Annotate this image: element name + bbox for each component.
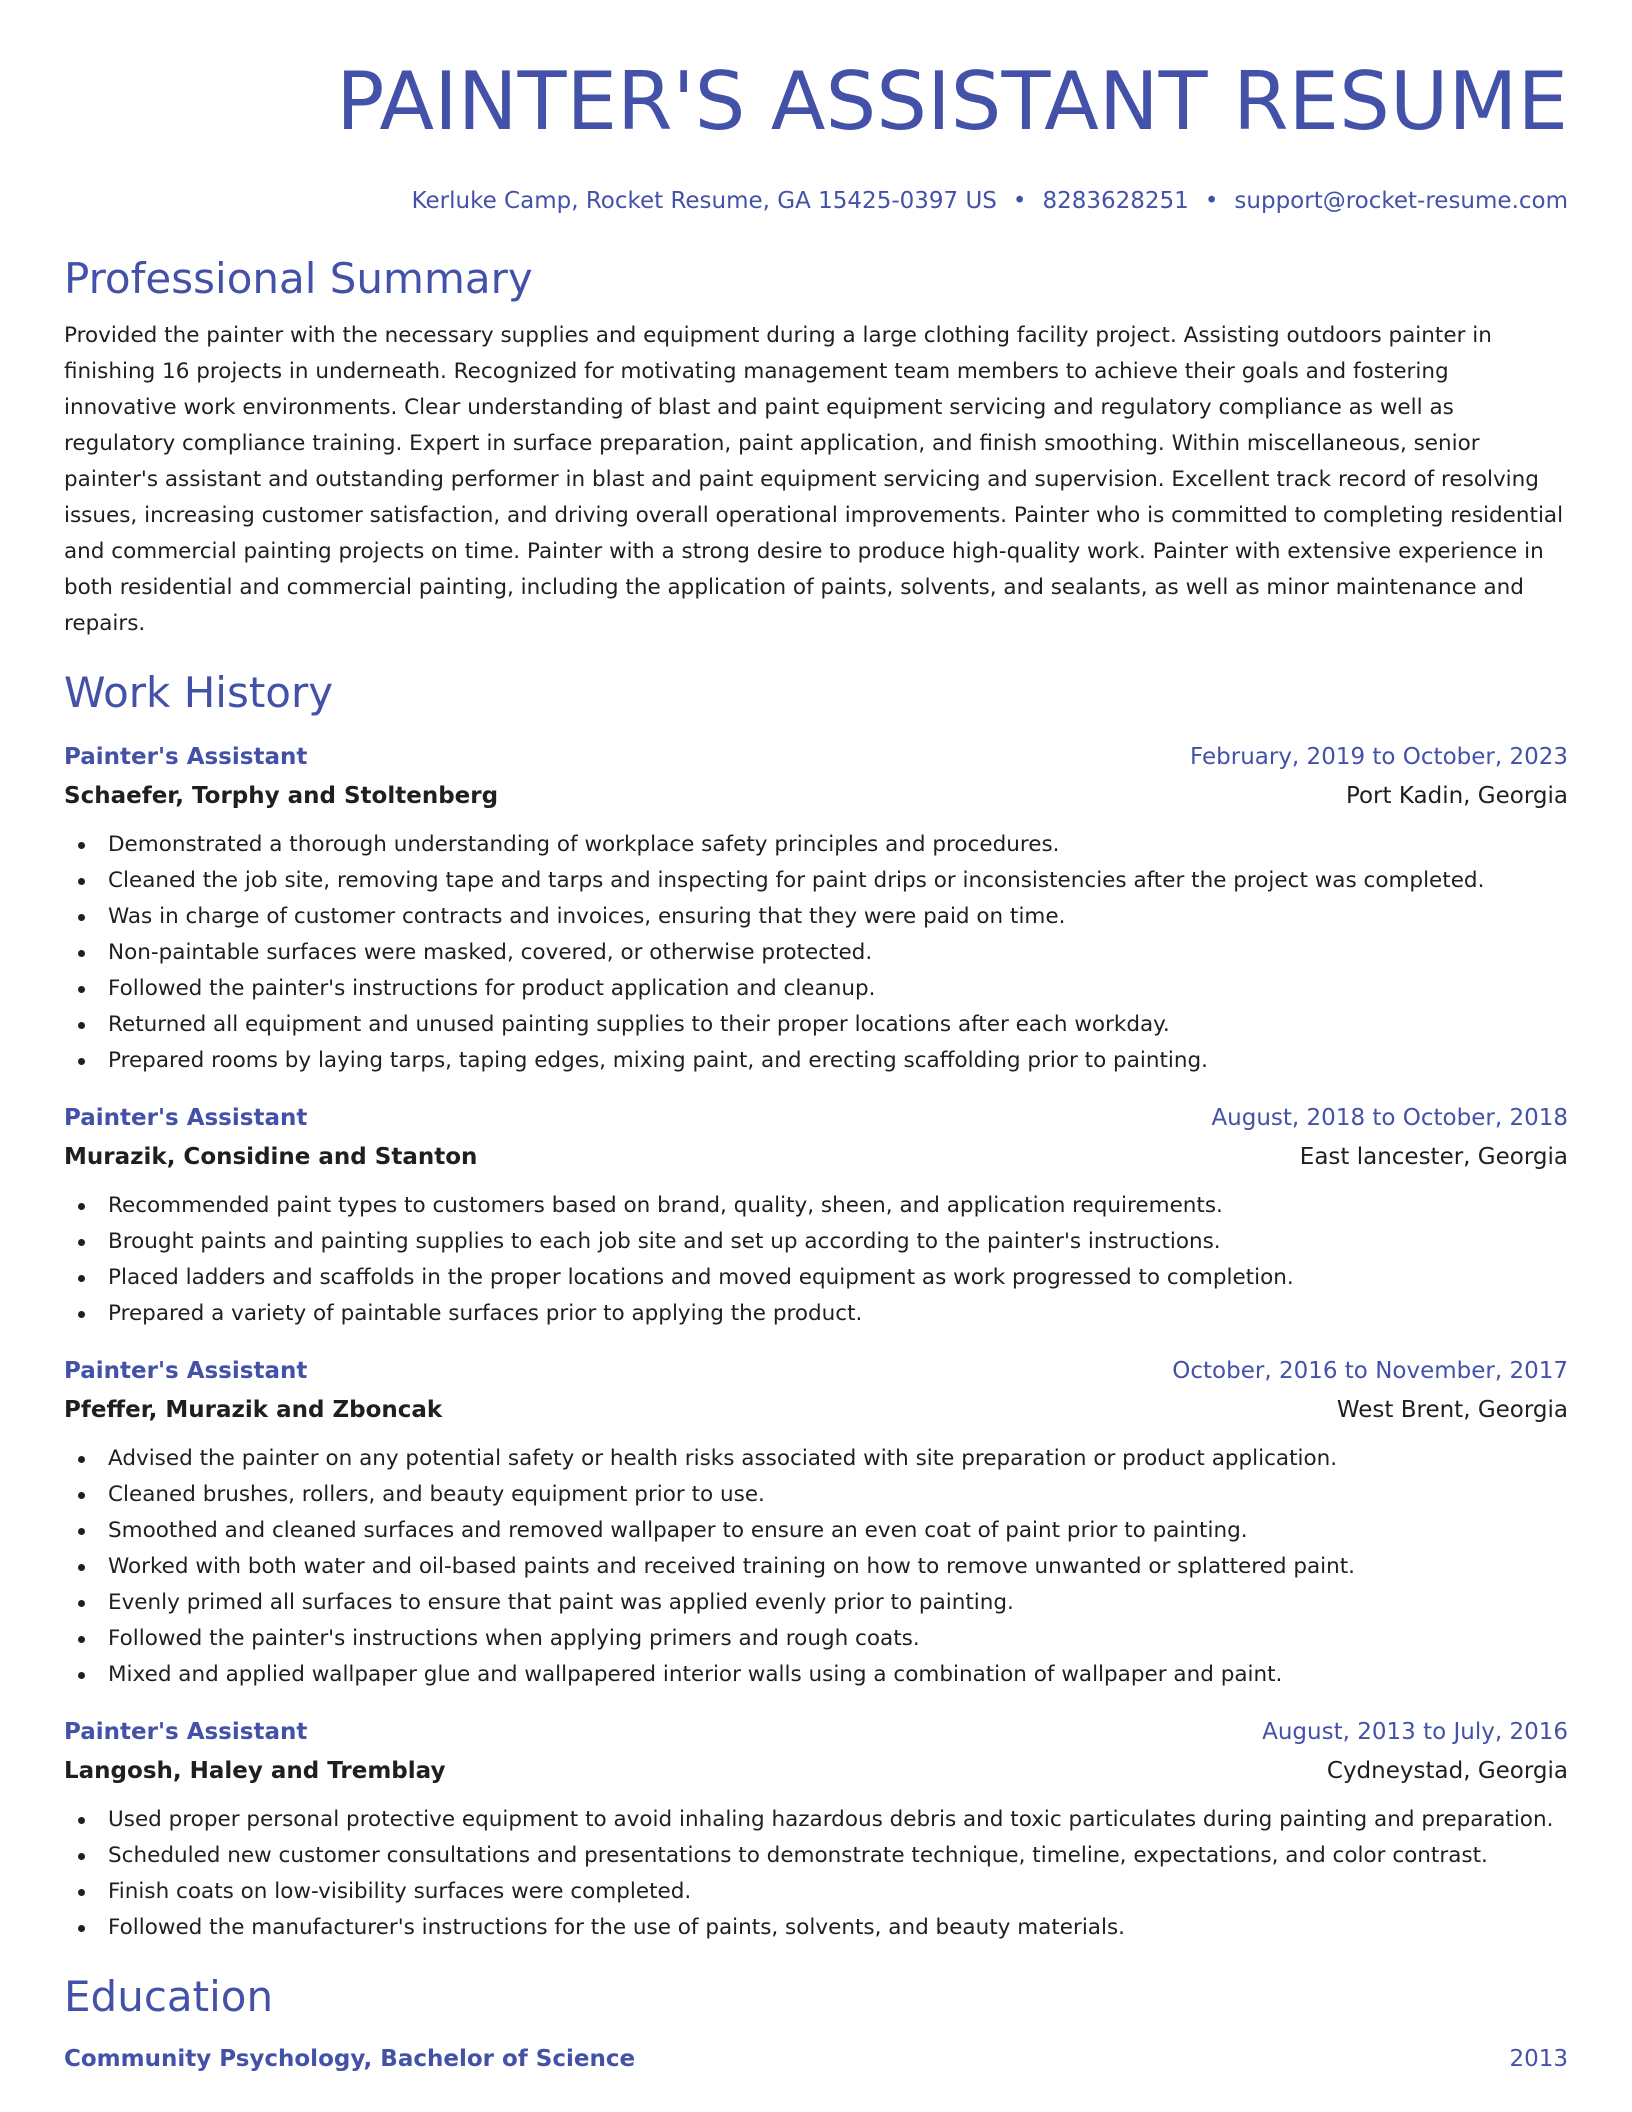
job-bullet: Worked with both water and oil-based paints and received training on how to remove unwanted or splattered paint. [108, 1549, 1568, 1585]
job-bullet: Demonstrated a thorough understanding of workplace safety principles and procedures. [108, 827, 1568, 863]
job-title: Painter's Assistant [64, 1358, 308, 1384]
job-title: Painter's Assistant [64, 1105, 308, 1131]
job-bullets [64, 827, 1568, 1079]
job-bullet: Followed the painter's instructions for product application and cleanup. [108, 971, 1568, 1007]
job-entry [64, 1717, 1568, 1946]
job-bullet: Placed ladders and scaffolds in the proper locations and moved equipment as work progressed to completion. [108, 1260, 1568, 1296]
job-bullet: Prepared a variety of paintable surfaces prior to applying the product. [108, 1296, 1568, 1332]
contact-line [64, 186, 1568, 216]
job-bullet: Advised the painter on any potential safety or health risks associated with site preparation or product application. [108, 1441, 1568, 1477]
section-title-education: Education [64, 1972, 274, 2021]
job-title: Painter's Assistant [64, 744, 308, 770]
summary-text: Provided the painter with the necessary supplies and equipment during a large clothing facility project. Assisting outdoors painter in finishing 16 projects in underneath. Recognized for motivating management team members to achieve their goals and fostering innovative work environments. Clear understanding of blast and paint equipment servicing and regulatory compliance as well as regulatory compliance training. Expert in surface preparation, paint application, and finish smoothing. Within miscellaneous, senior painter's assistant and outstanding performer in blast and paint equipment servicing and supervision. Excellent track record of resolving issues, increasing customer satisfaction, and driving overall operational improvements. Painter who is committed to completing residential and commercial painting projects on time. Painter with a strong desire to produce high-quality work. Painter with extensive experience in both residential and commercial painting, including the application of paints, solvents, and sealants, as well as minor maintenance and repairs. [64, 323, 1564, 636]
job-entry [64, 1103, 1568, 1332]
job-bullet: Finish coats on low-visibility surfaces were completed. [108, 1874, 1568, 1910]
job-bullets [64, 1188, 1568, 1332]
bullet-dot-icon [78, 1925, 85, 1932]
job-dates: February, 2019 to October, 2023 [1190, 744, 1568, 770]
bullet-dot-icon [78, 1203, 85, 1210]
resume-page [64, 0, 1568, 2074]
job-bullet: Returned all equipment and unused painting supplies to their proper locations after each workday. [108, 1007, 1568, 1043]
bullet-dot-icon [78, 842, 85, 849]
contact-address: Kerluke Camp, Rocket Resume, GA 15425-0397 US [411, 188, 997, 214]
job-bullet: Followed the manufacturer's instructions for the use of paints, solvents, and beauty materials. [108, 1910, 1568, 1946]
bullet-dot-icon [78, 1636, 85, 1643]
job-location: Port Kadin, Georgia [1345, 783, 1568, 809]
job-bullet: Recommended paint types to customers based on brand, quality, sheen, and application requirements. [108, 1188, 1568, 1224]
section-title-summary: Professional Summary [64, 254, 533, 303]
education-degree: Community Psychology, Bachelor of Science [64, 2046, 636, 2072]
bullet-dot-icon [78, 1600, 85, 1607]
contact-email: support@rocket-resume.com [1234, 188, 1568, 214]
bullet-dot-icon [78, 1492, 85, 1499]
job-bullet: Non-paintable surfaces were masked, covered, or otherwise protected. [108, 935, 1568, 971]
bullet-dot-icon [78, 986, 85, 993]
bullet-dot-icon [78, 1853, 85, 1860]
bullet-dot-icon [78, 950, 85, 957]
work-history-list [64, 742, 1568, 1946]
education-year: 2013 [1509, 2046, 1568, 2072]
job-bullet: Was in charge of customer contracts and invoices, ensuring that they were paid on time. [108, 899, 1568, 935]
education-entry [64, 2044, 1568, 2074]
bullet-dot-icon [78, 1889, 85, 1896]
job-company: Murazik, Considine and Stanton [64, 1144, 478, 1170]
section-title-work-history: Work History [64, 668, 334, 717]
contact-phone: 8283628251 [1042, 188, 1189, 214]
bullet-dot-icon [78, 878, 85, 885]
bullet-dot-icon [78, 1817, 85, 1824]
job-bullet: Cleaned brushes, rollers, and beauty equipment prior to use. [108, 1477, 1568, 1513]
job-bullet: Scheduled new customer consultations and presentations to demonstrate technique, timeline, expectations, and color contrast. [108, 1838, 1568, 1874]
job-bullets [64, 1802, 1568, 1946]
job-dates: October, 2016 to November, 2017 [1172, 1358, 1568, 1384]
job-bullet: Smoothed and cleaned surfaces and removed wallpaper to ensure an even coat of paint prior to painting. [108, 1513, 1568, 1549]
bullet-dot-icon [78, 1058, 85, 1065]
job-entry [64, 742, 1568, 1079]
job-title: Painter's Assistant [64, 1719, 308, 1745]
contact-separator: • [1204, 188, 1219, 214]
bullet-dot-icon [78, 1311, 85, 1318]
job-bullet: Followed the painter's instructions when applying primers and rough coats. [108, 1621, 1568, 1657]
bullet-dot-icon [78, 1239, 85, 1246]
job-bullet: Prepared rooms by laying tarps, taping edges, mixing paint, and erecting scaffolding prior to painting. [108, 1043, 1568, 1079]
bullet-dot-icon [78, 1564, 85, 1571]
job-dates: August, 2013 to July, 2016 [1262, 1719, 1568, 1745]
bullet-dot-icon [78, 1022, 85, 1029]
job-bullet: Evenly primed all surfaces to ensure that paint was applied evenly prior to painting. [108, 1585, 1568, 1621]
job-bullet: Used proper personal protective equipment to avoid inhaling hazardous debris and toxic particulates during painting and preparation. [108, 1802, 1568, 1838]
job-entry [64, 1356, 1568, 1693]
job-bullet: Brought paints and painting supplies to each job site and set up according to the painter's instructions. [108, 1224, 1568, 1260]
job-location: Cydneystad, Georgia [1326, 1758, 1568, 1784]
job-bullet: Cleaned the job site, removing tape and tarps and inspecting for paint drips or inconsistencies after the project was completed. [108, 863, 1568, 899]
contact-separator: • [1012, 188, 1027, 214]
job-company: Pfeffer, Murazik and Zboncak [64, 1397, 443, 1423]
bullet-dot-icon [78, 1275, 85, 1282]
bullet-dot-icon [78, 1672, 85, 1679]
bullet-dot-icon [78, 1528, 85, 1535]
job-company: Langosh, Haley and Tremblay [64, 1758, 446, 1784]
job-company: Schaefer, Torphy and Stoltenberg [64, 783, 499, 809]
job-bullet: Mixed and applied wallpaper glue and wallpapered interior walls using a combination of wallpaper and paint. [108, 1657, 1568, 1693]
job-dates: August, 2018 to October, 2018 [1211, 1105, 1568, 1131]
job-bullets [64, 1441, 1568, 1693]
bullet-dot-icon [78, 1456, 85, 1463]
bullet-dot-icon [78, 914, 85, 921]
resume-title: PAINTER'S ASSISTANT RESUME [336, 55, 1568, 148]
job-location: West Brent, Georgia [1336, 1397, 1568, 1423]
job-location: East lancester, Georgia [1299, 1144, 1568, 1170]
